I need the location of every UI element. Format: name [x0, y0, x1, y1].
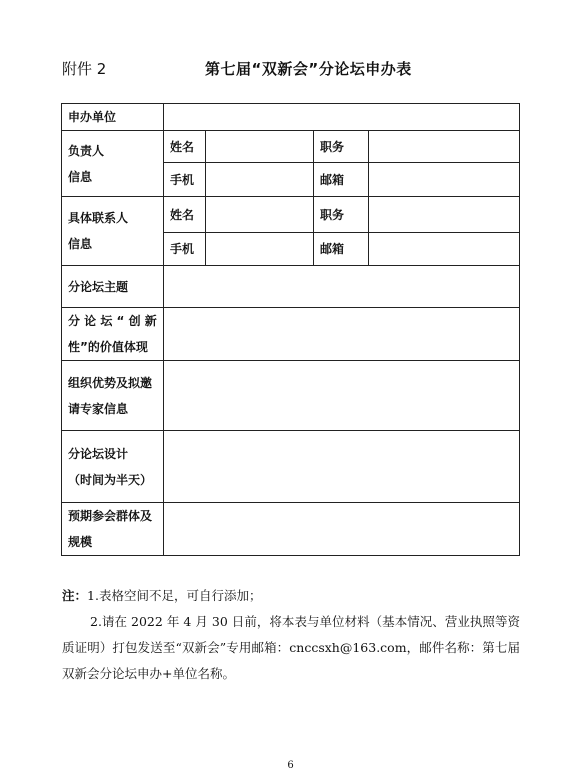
advantage-label: 组织优势及拟邀 请专家信息	[62, 361, 164, 431]
audience-label: 预期参会群体及 规模	[62, 503, 164, 556]
contact-phone-field[interactable]	[206, 233, 314, 266]
contact-info-label: 具体联系人 信息	[62, 197, 164, 266]
contact-position-field[interactable]	[369, 197, 520, 233]
leader-phone-field[interactable]	[206, 163, 314, 197]
theme-field[interactable]	[164, 266, 520, 308]
note-2: 2.请在 2022 年 4 月 30 日前，将本表与单位材料（基本情况、营业执照等资质证明）打包发送至“双新会”专用邮箱：cnccsxh@163.com，邮件名称：第七届双新会分论坛申办+单位名称。	[62, 614, 520, 681]
contact-phone-label: 手机	[164, 233, 206, 266]
note-1-text: 1.表格空间不足，可自行添加；	[87, 588, 262, 603]
leader-name-label: 姓名	[164, 131, 206, 163]
leader-info-label: 负责人 信息	[62, 131, 164, 197]
leader-position-label: 职务	[314, 131, 369, 163]
leader-position-field[interactable]	[369, 131, 520, 163]
innovation-field[interactable]	[164, 308, 520, 361]
leader-email-field[interactable]	[369, 163, 520, 197]
design-label: 分论坛设计 （时间为半天）	[62, 431, 164, 503]
org-field[interactable]	[164, 104, 520, 131]
page-number: 6	[287, 760, 294, 771]
audience-field[interactable]	[164, 503, 520, 556]
contact-position-label: 职务	[314, 197, 369, 233]
contact-name-field[interactable]	[206, 197, 314, 233]
advantage-field[interactable]	[164, 361, 520, 431]
leader-name-field[interactable]	[206, 131, 314, 163]
contact-name-label: 姓名	[164, 197, 206, 233]
contact-email-label: 邮箱	[314, 233, 369, 266]
contact-email-field[interactable]	[369, 233, 520, 266]
attachment-label: 附件 2	[62, 60, 107, 78]
leader-phone-label: 手机	[164, 163, 206, 197]
application-form	[61, 103, 520, 556]
notes-section	[62, 583, 520, 687]
leader-email-label: 邮箱	[314, 163, 369, 197]
design-field[interactable]	[164, 431, 520, 503]
innovation-label: 分 论 坛 “ 创 新 性”的价值体现	[62, 308, 164, 361]
theme-label: 分论坛主题	[62, 266, 164, 308]
form-title: 第七届“双新会”分论坛申办表	[205, 60, 412, 78]
org-label: 申办单位	[62, 104, 164, 131]
note-1	[62, 583, 520, 609]
note-prefix: 注：	[62, 588, 88, 603]
